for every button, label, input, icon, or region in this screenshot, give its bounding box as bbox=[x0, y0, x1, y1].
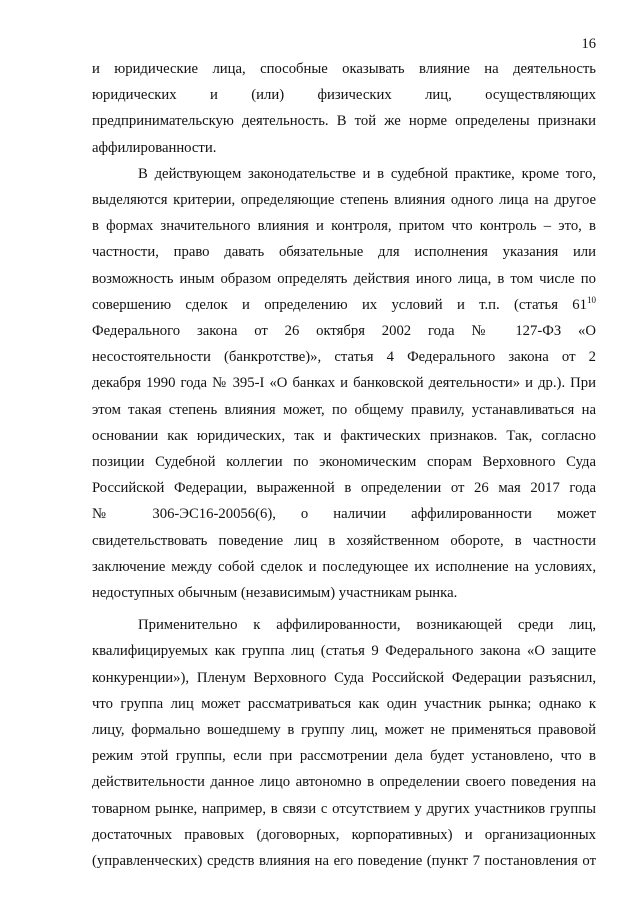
document-body bbox=[92, 56, 596, 874]
text-line: и юридические лица, способные оказывать влияние на деятельность bbox=[92, 61, 596, 77]
text-line: декабря 1990 года № 395-I «О банках и банковской деятельности» и др.). При bbox=[92, 375, 596, 392]
text-line: Российской Федерации, выраженной в определении от 26 мая 2017 года bbox=[92, 480, 596, 497]
text-line: режим этой группы, если при рассмотрении дела будет установлено, что в bbox=[92, 748, 596, 765]
text-line: лицу, формально вошедшему в группу лиц, может не применяться правовой bbox=[92, 722, 596, 739]
text-line: (управленческих) средств влияния на его поведение (пункт 7 постановления от bbox=[92, 853, 596, 870]
text-line: недоступных обычным (независимым) участникам рынка. bbox=[92, 585, 458, 602]
text-line: что группа лиц может рассматриваться как один участник рынка; однако к bbox=[92, 695, 596, 712]
text-line: в формах значительного влияния и контроля, притом что контроль – это, в bbox=[92, 218, 596, 235]
text-run: совершению сделок и определению их условий и т.п. (статья 61 bbox=[92, 296, 587, 313]
text-line: достаточных правовых (договорных, корпоративных) и организационных bbox=[92, 826, 596, 843]
text-line: выделяются критерии, определяющие степень влияния одного лица на другое bbox=[92, 192, 596, 209]
text-line: Федерального закона от 26 октября 2002 года № 127-ФЗ «О bbox=[92, 323, 596, 340]
page-number: 16 bbox=[581, 36, 596, 52]
text-line: Применительно к аффилированности, возникающей среди лиц, bbox=[138, 617, 596, 634]
text-line: № 306-ЭС16-20056(6), о наличии аффилированности может bbox=[92, 506, 596, 523]
paragraph-1 bbox=[92, 56, 596, 161]
paragraph-2 bbox=[92, 161, 596, 606]
text-line: аффилированности. bbox=[92, 139, 217, 156]
paragraph-3 bbox=[92, 612, 596, 874]
text-line: частности, право давать обязательные для исполнения указания или bbox=[92, 244, 596, 261]
text-line: свидетельствовать поведение лиц в хозяйственном обороте, в частности bbox=[92, 532, 596, 549]
footnote-ref: 10 bbox=[587, 294, 596, 305]
text-line: позиции Судебной коллегии по экономическим спорам Верховного Суда bbox=[92, 454, 596, 471]
text-line: несостоятельности (банкротстве)», статья 4 Федерального закона от 2 bbox=[92, 349, 596, 366]
text-line: товарном рынке, например, в связи с отсутствием у других участников группы bbox=[92, 800, 596, 817]
text-line: юридических и (или) физических лиц, осуществляющих bbox=[92, 87, 596, 104]
text-line: В действующем законодательстве и в судебной практике, кроме того, bbox=[138, 165, 596, 182]
text-line: предпринимательскую деятельность. В той же норме определены признаки bbox=[92, 113, 596, 130]
text-line: действительности данное лицо автономно в определении своего поведения на bbox=[92, 774, 596, 791]
text-line-with-footnote bbox=[92, 292, 596, 318]
text-line: возможность иным образом определять действия иного лица, в том числе по bbox=[92, 270, 596, 287]
text-line: этом такая степень влияния может, по общему правилу, устанавливаться на bbox=[92, 401, 596, 418]
text-line: квалифицируемых как группа лиц (статья 9 Федерального закона «О защите bbox=[92, 643, 596, 660]
text-line: основании как юридических, так и фактических признаков. Так, согласно bbox=[92, 427, 596, 444]
text-line: заключение между собой сделок и последующее их исполнение на условиях, bbox=[92, 558, 596, 575]
text-line: конкуренции»), Пленум Верховного Суда Российской Федерации разъяснил, bbox=[92, 669, 596, 686]
